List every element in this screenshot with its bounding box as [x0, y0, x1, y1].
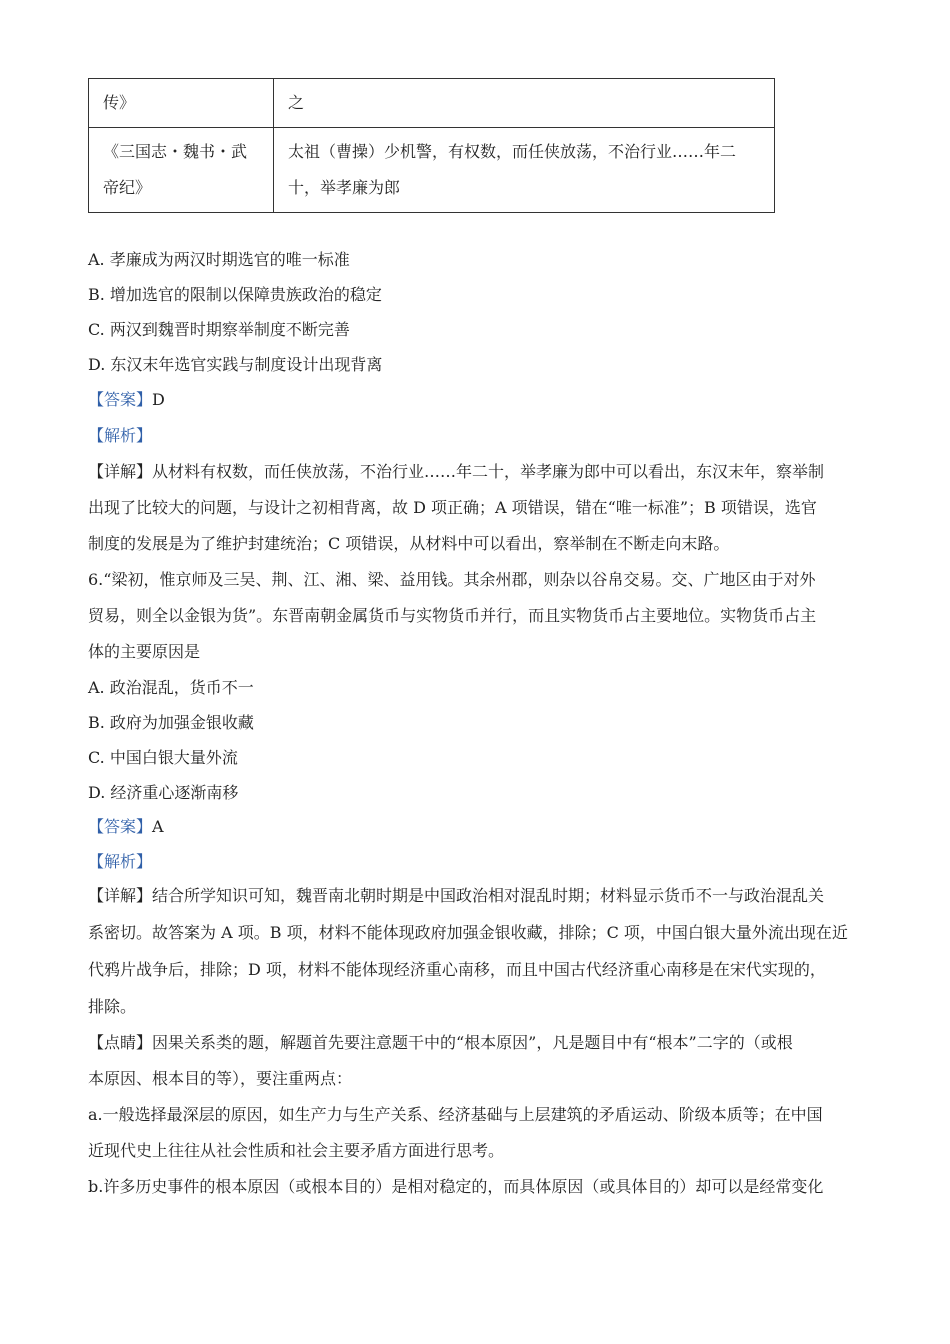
answer-value: D — [152, 390, 165, 409]
q6-option-d: D. 经济重心逐渐南移 — [88, 783, 239, 802]
q6-tip-line: 【点睛】因果关系类的题，解题首先要注意题干中的“根本原因”，凡是题目中有“根本”二字的（或根 — [88, 1033, 793, 1052]
q6-option-a: A. 政治混乱，货币不一 — [88, 678, 254, 697]
table-row — [89, 128, 775, 213]
q5-option-a: A. 孝廉成为两汉时期选官的唯一标准 — [88, 250, 350, 269]
answer-value: A — [152, 817, 164, 836]
table-cell-source — [89, 79, 274, 128]
q6-stem-line: 6.“梁初，惟京师及三吴、荆、江、湘、梁、益用钱。其余州郡，则杂以谷帛交易。交、广地区由于对外 — [88, 570, 816, 589]
cell-text-line: 十，举孝廉为郎 — [288, 178, 401, 197]
q5-option-d: D. 东汉末年选官实践与制度设计出现背离 — [88, 355, 383, 374]
q5-analysis-tag: 【解析】 — [88, 426, 153, 445]
answer-tag: 【答案】 — [88, 817, 153, 836]
q5-detail-line: 制度的发展是为了维护封建统治；C 项错误，从材料中可以看出，察举制在不断走向末路。 — [88, 534, 730, 553]
cell-text-line: 《三国志・魏书・武 — [103, 142, 248, 161]
q6-stem-line: 体的主要原因是 — [88, 642, 201, 661]
cell-text: 传》 — [103, 93, 136, 112]
q6-tip-line: 本原因、根本目的等），要注重两点： — [88, 1069, 353, 1088]
table-cell-source — [89, 128, 274, 213]
table-row — [89, 79, 775, 128]
q5-option-c: C. 两汉到魏晋时期察举制度不断完善 — [88, 320, 350, 339]
q6-detail-line: 代鸦片战争后，排除；D 项，材料不能体现经济重心南移，而且中国古代经济重心南移是在宋代实现的， — [88, 960, 826, 979]
q5-detail-line: 【详解】从材料有权数，而任侠放荡，不治行业……年二十，举孝廉为郎中可以看出，东汉末年，察举制 — [88, 462, 825, 481]
q6-tip-line: 近现代史上往往从社会性质和社会主要矛盾方面进行思考。 — [88, 1141, 505, 1160]
q6-answer — [88, 817, 164, 837]
q6-detail-line: 【详解】结合所学知识可知，魏晋南北朝时期是中国政治相对混乱时期；材料显示货币不一与政治混乱关 — [88, 886, 825, 905]
cell-text-line: 帝纪》 — [103, 178, 152, 197]
q5-option-b: B. 增加选官的限制以保障贵族政治的稳定 — [88, 285, 382, 304]
q6-option-b: B. 政府为加强金银收藏 — [88, 713, 254, 732]
table-cell-content — [274, 128, 775, 213]
q5-detail-line: 出现了比较大的问题，与设计之初相背离，故 D 项正确；A 项错误，错在“唯一标准”；B 项错误，选官 — [88, 498, 817, 517]
q6-analysis-tag: 【解析】 — [88, 852, 153, 871]
source-table — [88, 78, 775, 213]
cell-text-line: 太祖（曹操）少机警，有权数，而任侠放荡，不治行业……年二 — [288, 142, 737, 161]
q6-tip-line: a.一般选择最深层的原因，如生产力与生产关系、经济基础与上层建筑的矛盾运动、阶级本质等；在中国 — [88, 1105, 823, 1124]
answer-tag: 【答案】 — [88, 390, 153, 409]
q5-answer — [88, 390, 165, 410]
q6-option-c: C. 中国白银大量外流 — [88, 748, 238, 767]
q6-tip-line: b.许多历史事件的根本原因（或根本目的）是相对稳定的，而具体原因（或具体目的）却可以是经常变化 — [88, 1177, 824, 1196]
q6-detail-line: 系密切。故答案为 A 项。B 项，材料不能体现政府加强金银收藏，排除；C 项，中国白银大量外流出现在近 — [88, 923, 848, 942]
q6-stem-line: 贸易，则全以金银为货”。东晋南朝金属货币与实物货币并行，而且实物货币占主要地位。实物货币占主 — [88, 606, 817, 625]
q6-detail-line: 排除。 — [88, 997, 137, 1016]
table-cell-content — [274, 79, 775, 128]
cell-text: 之 — [288, 93, 305, 112]
